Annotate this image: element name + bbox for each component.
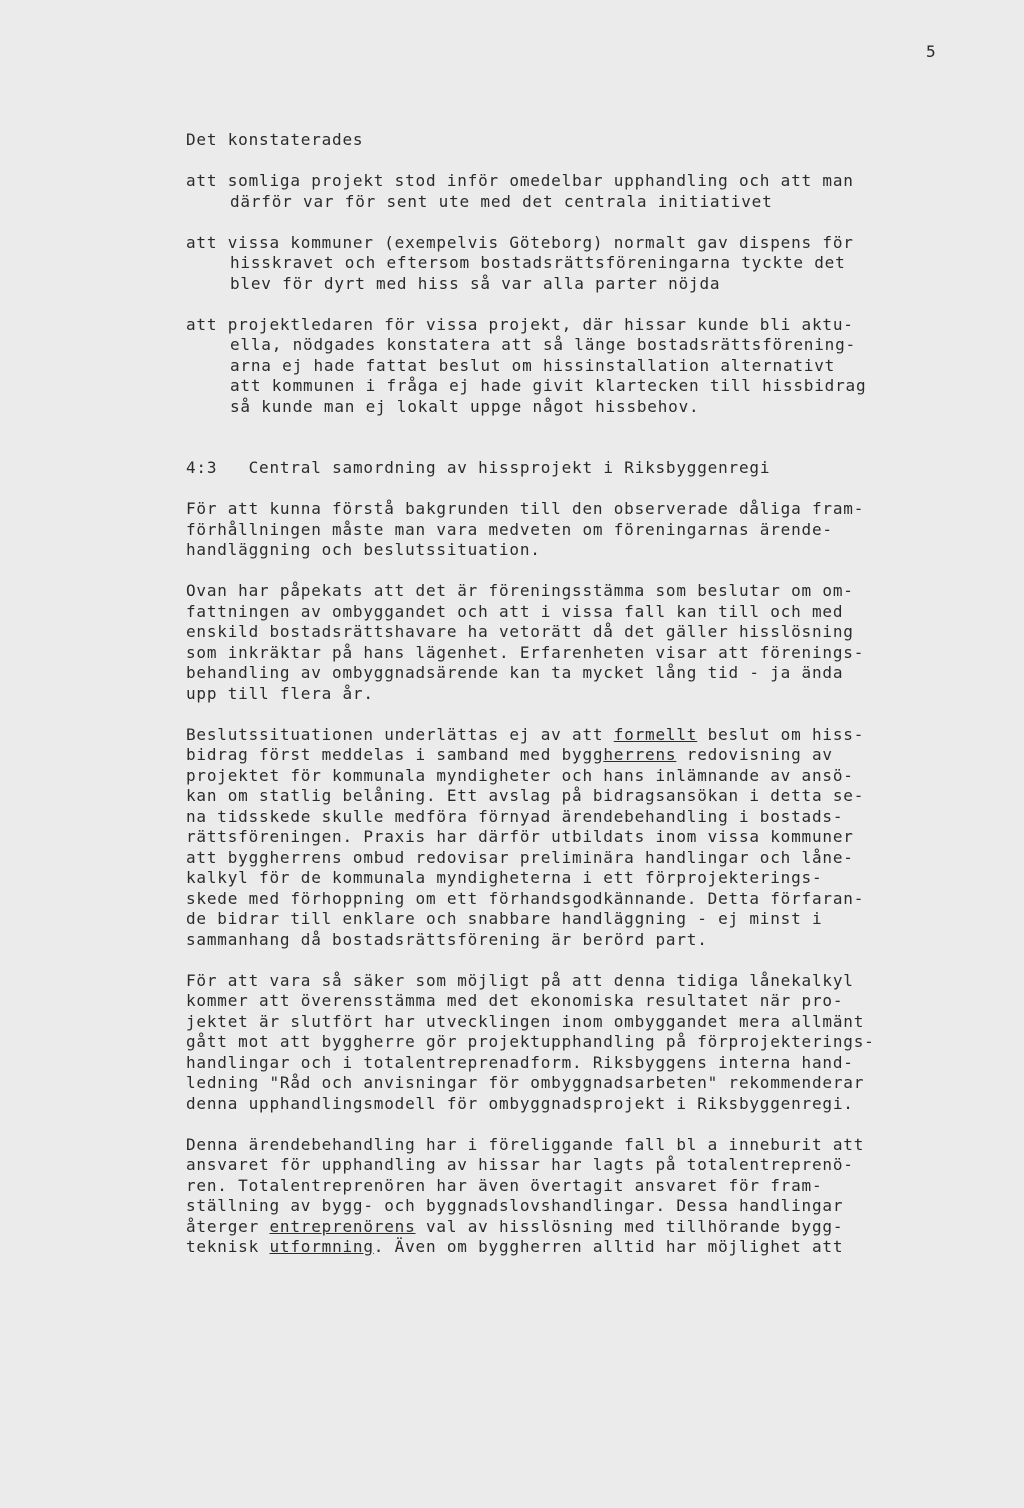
paragraph-5: Denna ärendebehandling har i föreliggande fall bl a inneburit att ansvaret för upphandling av hissar har lagts på totalentreprenö- ren. Totalentreprenören har även övertagit ansvaret för fram- ställning av bygg- och byggnadslovshandlingar. Dessa handlingar återger entreprenörens val av hisslösning med tillhörande bygg- teknisk utformning. Även om byggherren alltid har möjlighet att: [186, 1134, 865, 1256]
paragraph-2: Ovan har påpekats att det är föreningsstämma som beslutar om om- fattningen av ombyggandet och att i vissa fall kan till och med enskild bostadsrättshavare ha vetorätt då det gäller hisslösning som inkräktar på hans lägenhet. Erfarenheten visar att förenings- behandling av ombyggnadsärende kan ta mycket lång tid - ja ända upp till flera år.: [186, 581, 865, 703]
underlined-word: herrens: [603, 745, 677, 764]
point-3: att projektledaren för vissa projekt, där hissar kunde bli aktu- ella, nödgades konstatera att så länge bostadsrättsförening- arna ej hade fattat beslut om hissinstallation alternativt att kommunen i fråga ej hade givit klartecken till hissbidrag så kunde man ej lokalt uppge något hissbehov.: [186, 314, 867, 416]
paragraph-1: För att kunna förstå bakgrunden till den observerade dåliga fram- förhållningen måste man vara medveten om föreningarnas ärende- handläggning och beslutssituation.: [186, 499, 865, 559]
section-number: 4:3: [186, 458, 218, 477]
paragraph-4: För att vara så säker som möjligt på att denna tidiga lånekalkyl kommer att överensstämma med det ekonomiska resultatet när pro- jektet är slutfört har utvecklingen inom ombyggandet mera allmänt gått mot att byggherre gör projektupphandling på förprojekterings- handlingar och i totalentreprenadform. Riksbyggens interna hand- ledning "Råd och anvisningar för ombyggnadsarbeten" rekommenderar denna upphandlingsmodell för ombyggnadsprojekt i Riksbyggenregi.: [186, 970, 875, 1113]
underlined-word: utformning: [269, 1237, 374, 1256]
paragraph-3: Beslutssituationen underlättas ej av att formellt beslut om hiss- bidrag först meddelas i samband med byggherrens redovisning av projektet för kommunala myndigheter och hans inlämnande av ansö- kan om statlig belåning. Ett avslag på bidragsansökan i detta se- na tidsskede skulle medföra förnyad ärendebehandling i bostads- rättsföreningen. Praxis har därför utbildats inom vissa kommuner att byggherrens ombud redovisar preliminära handlingar och låne- kalkyl för de kommunala myndigheterna i ett förprojekterings- skede med förhoppning om ett förhandsgodkännande. Detta förfaran- de bidrar till enklare och snabbare handläggning - ej minst i sammanhang då bostadsrättsförening är berörd part.: [186, 724, 865, 949]
underlined-word: entreprenörens: [269, 1216, 416, 1236]
point-1: att somliga projekt stod inför omedelbar upphandling och att man därför var för sent ute med det centrala initiativet: [186, 171, 854, 211]
document-body: [186, 130, 875, 1258]
intro-line: Det konstaterades: [186, 130, 364, 149]
section-title: Central samordning av hissprojekt i Riksbyggenregi: [248, 458, 771, 477]
underlined-word: formellt: [613, 724, 698, 744]
section-heading: [186, 458, 866, 479]
point-2: att vissa kommuner (exempelvis Göteborg) normalt gav dispens för hisskravet och eftersom bostadsrättsföreningarna tyckte det blev för dyrt med hiss så var alla parter nöjda: [186, 232, 854, 293]
page-number: 5: [926, 42, 936, 61]
